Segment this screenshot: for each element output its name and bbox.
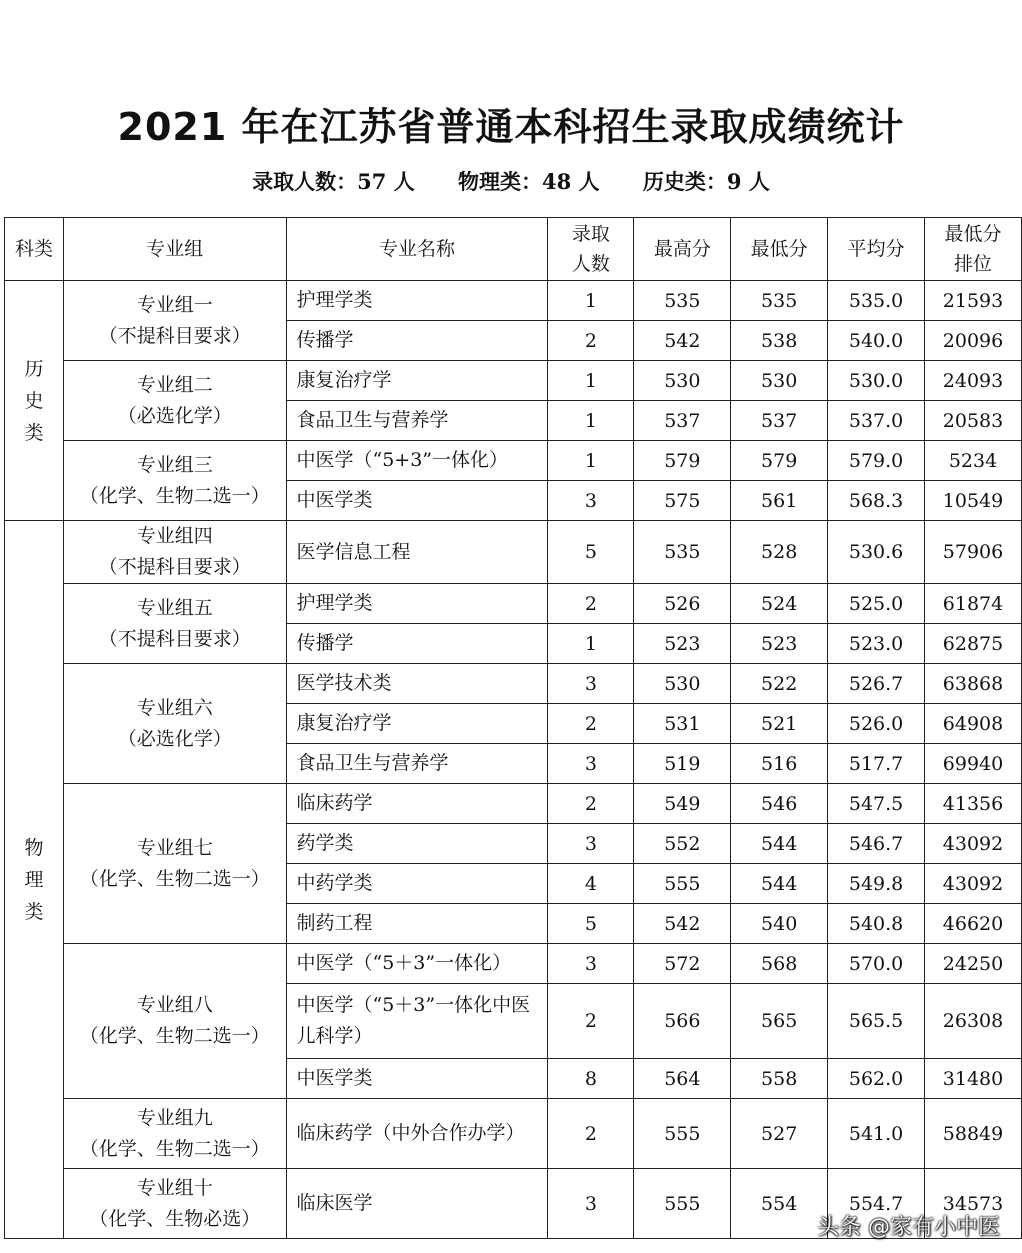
min-rank: 62875 — [925, 624, 1022, 664]
admit-count: 3 — [548, 744, 634, 784]
admit-count: 3 — [548, 664, 634, 704]
major-name: 食品卫生与营养学 — [286, 401, 548, 441]
min-score: 561 — [731, 481, 828, 521]
max-score: 566 — [634, 984, 731, 1059]
min-rank: 31480 — [925, 1059, 1022, 1099]
min-score: 538 — [731, 321, 828, 361]
group-cell: 专业组四 （不提科目要求） — [63, 521, 286, 584]
min-rank: 58849 — [925, 1099, 1022, 1169]
major-name: 护理学类 — [286, 281, 548, 321]
min-rank: 41356 — [925, 784, 1022, 824]
max-score: 530 — [634, 664, 731, 704]
group-cell: 专业组二 （必选化学） — [63, 361, 286, 441]
major-name: 药学类 — [286, 824, 548, 864]
history-admitted: 历史类：9 人 — [642, 169, 770, 194]
max-score: 542 — [634, 904, 731, 944]
min-score: 540 — [731, 904, 828, 944]
admit-count: 1 — [548, 401, 634, 441]
header-count: 录取人数 — [548, 218, 634, 281]
major-name: 临床医学 — [286, 1169, 548, 1239]
admit-count: 8 — [548, 1059, 634, 1099]
min-score: 521 — [731, 704, 828, 744]
min-rank: 20096 — [925, 321, 1022, 361]
min-rank: 10549 — [925, 481, 1022, 521]
major-name: 传播学 — [286, 624, 548, 664]
summary-line — [0, 166, 1022, 196]
avg-score: 525.0 — [828, 584, 925, 624]
min-rank: 5234 — [925, 441, 1022, 481]
major-name: 中医学（“5＋3”一体化中医儿科学） — [286, 984, 548, 1059]
min-score: 546 — [731, 784, 828, 824]
admit-count: 2 — [548, 784, 634, 824]
admit-count: 2 — [548, 1099, 634, 1169]
table-row — [5, 361, 1022, 401]
admit-count: 1 — [548, 441, 634, 481]
table-row — [5, 584, 1022, 624]
major-name: 康复治疗学 — [286, 704, 548, 744]
avg-score: 541.0 — [828, 1099, 925, 1169]
avg-score: 562.0 — [828, 1059, 925, 1099]
max-score: 564 — [634, 1059, 731, 1099]
avg-score: 540.8 — [828, 904, 925, 944]
table-row — [5, 521, 1022, 584]
max-score: 523 — [634, 624, 731, 664]
avg-score: 570.0 — [828, 944, 925, 984]
avg-score: 554.7 — [828, 1169, 925, 1239]
group-cell: 专业组六 （必选化学） — [63, 664, 286, 784]
header-row — [5, 218, 1022, 281]
group-cell: 专业组九 （化学、生物二选一） — [63, 1099, 286, 1169]
min-score: 523 — [731, 624, 828, 664]
max-score: 575 — [634, 481, 731, 521]
admit-count: 3 — [548, 481, 634, 521]
admit-count: 1 — [548, 624, 634, 664]
min-score: 544 — [731, 824, 828, 864]
max-score: 519 — [634, 744, 731, 784]
admit-count: 1 — [548, 361, 634, 401]
header-min: 最低分 — [731, 218, 828, 281]
watermark: 头条 @家有小中医 — [817, 1215, 1000, 1240]
min-score: 558 — [731, 1059, 828, 1099]
admit-count: 1 — [548, 281, 634, 321]
max-score: 555 — [634, 864, 731, 904]
max-score: 555 — [634, 1099, 731, 1169]
avg-score: 546.7 — [828, 824, 925, 864]
max-score: 530 — [634, 361, 731, 401]
major-name: 临床药学 — [286, 784, 548, 824]
min-rank: 64908 — [925, 704, 1022, 744]
min-score: 522 — [731, 664, 828, 704]
avg-score: 530.6 — [828, 521, 925, 584]
min-score: 530 — [731, 361, 828, 401]
min-score: 554 — [731, 1169, 828, 1239]
admit-count: 2 — [548, 984, 634, 1059]
avg-score: 537.0 — [828, 401, 925, 441]
header-rank: 最低分排位 — [925, 218, 1022, 281]
admit-count: 2 — [548, 321, 634, 361]
avg-score: 568.3 — [828, 481, 925, 521]
admit-count: 4 — [548, 864, 634, 904]
max-score: 542 — [634, 321, 731, 361]
min-score: 527 — [731, 1099, 828, 1169]
table-row — [5, 944, 1022, 984]
min-rank: 63868 — [925, 664, 1022, 704]
min-rank: 61874 — [925, 584, 1022, 624]
avg-score: 517.7 — [828, 744, 925, 784]
max-score: 572 — [634, 944, 731, 984]
max-score: 579 — [634, 441, 731, 481]
min-score: 535 — [731, 281, 828, 321]
min-rank: 24093 — [925, 361, 1022, 401]
min-rank: 43092 — [925, 864, 1022, 904]
avg-score: 540.0 — [828, 321, 925, 361]
admit-count: 2 — [548, 584, 634, 624]
avg-score: 535.0 — [828, 281, 925, 321]
table-row — [5, 664, 1022, 704]
header-group: 专业组 — [63, 218, 286, 281]
avg-score: 565.5 — [828, 984, 925, 1059]
avg-score: 526.7 — [828, 664, 925, 704]
min-rank: 69940 — [925, 744, 1022, 784]
table-row — [5, 784, 1022, 824]
major-name: 护理学类 — [286, 584, 548, 624]
min-rank: 21593 — [925, 281, 1022, 321]
header-major: 专业名称 — [286, 218, 548, 281]
min-rank: 26308 — [925, 984, 1022, 1059]
header-category: 科类 — [5, 218, 64, 281]
max-score: 535 — [634, 521, 731, 584]
major-name: 临床药学（中外合作办学） — [286, 1099, 548, 1169]
min-rank: 46620 — [925, 904, 1022, 944]
major-name: 中医学类 — [286, 1059, 548, 1099]
table-row — [5, 441, 1022, 481]
max-score: 555 — [634, 1169, 731, 1239]
avg-score: 579.0 — [828, 441, 925, 481]
physics-admitted: 物理类：48 人 — [458, 169, 600, 194]
admission-table — [4, 217, 1022, 1239]
avg-score: 530.0 — [828, 361, 925, 401]
admit-count: 2 — [548, 704, 634, 744]
group-cell: 专业组三 （化学、生物二选一） — [63, 441, 286, 521]
min-score: 516 — [731, 744, 828, 784]
header-max: 最高分 — [634, 218, 731, 281]
min-score: 528 — [731, 521, 828, 584]
major-name: 食品卫生与营养学 — [286, 744, 548, 784]
major-name: 制药工程 — [286, 904, 548, 944]
min-rank: 24250 — [925, 944, 1022, 984]
min-score: 568 — [731, 944, 828, 984]
category-history: 历史类 — [5, 281, 64, 521]
avg-score: 526.0 — [828, 704, 925, 744]
major-name: 中医学（“5+3”一体化） — [286, 441, 548, 481]
avg-score: 547.5 — [828, 784, 925, 824]
max-score: 552 — [634, 824, 731, 864]
max-score: 549 — [634, 784, 731, 824]
max-score: 526 — [634, 584, 731, 624]
admit-count: 3 — [548, 824, 634, 864]
min-score: 537 — [731, 401, 828, 441]
group-cell: 专业组五 （不提科目要求） — [63, 584, 286, 664]
major-name: 中药学类 — [286, 864, 548, 904]
admit-count: 3 — [548, 1169, 634, 1239]
major-name: 中医学（“5＋3”一体化） — [286, 944, 548, 984]
page-title: 2021 年在江苏省普通本科招生录取成绩统计 — [117, 105, 905, 149]
max-score: 537 — [634, 401, 731, 441]
min-score: 579 — [731, 441, 828, 481]
min-rank: 34573 — [925, 1169, 1022, 1239]
group-cell: 专业组七 （化学、生物二选一） — [63, 784, 286, 944]
total-admitted: 录取人数：57 人 — [252, 169, 415, 194]
admit-count: 3 — [548, 944, 634, 984]
category-physics: 物理类 — [5, 521, 64, 1239]
major-name: 医学信息工程 — [286, 521, 548, 584]
major-name: 康复治疗学 — [286, 361, 548, 401]
group-cell: 专业组十 （化学、生物必选） — [63, 1169, 286, 1239]
min-rank: 20583 — [925, 401, 1022, 441]
min-rank: 57906 — [925, 521, 1022, 584]
min-score: 544 — [731, 864, 828, 904]
avg-score: 523.0 — [828, 624, 925, 664]
group-cell: 专业组八 （化学、生物二选一） — [63, 944, 286, 1099]
header-avg: 平均分 — [828, 218, 925, 281]
admit-count: 5 — [548, 521, 634, 584]
major-name: 中医学类 — [286, 481, 548, 521]
max-score: 535 — [634, 281, 731, 321]
avg-score: 549.8 — [828, 864, 925, 904]
group-cell: 专业组一 （不提科目要求） — [63, 281, 286, 361]
admit-count: 5 — [548, 904, 634, 944]
table-row — [5, 281, 1022, 321]
min-rank: 43092 — [925, 824, 1022, 864]
min-score: 565 — [731, 984, 828, 1059]
min-score: 524 — [731, 584, 828, 624]
major-name: 医学技术类 — [286, 664, 548, 704]
major-name: 传播学 — [286, 321, 548, 361]
max-score: 531 — [634, 704, 731, 744]
table-row — [5, 1099, 1022, 1169]
